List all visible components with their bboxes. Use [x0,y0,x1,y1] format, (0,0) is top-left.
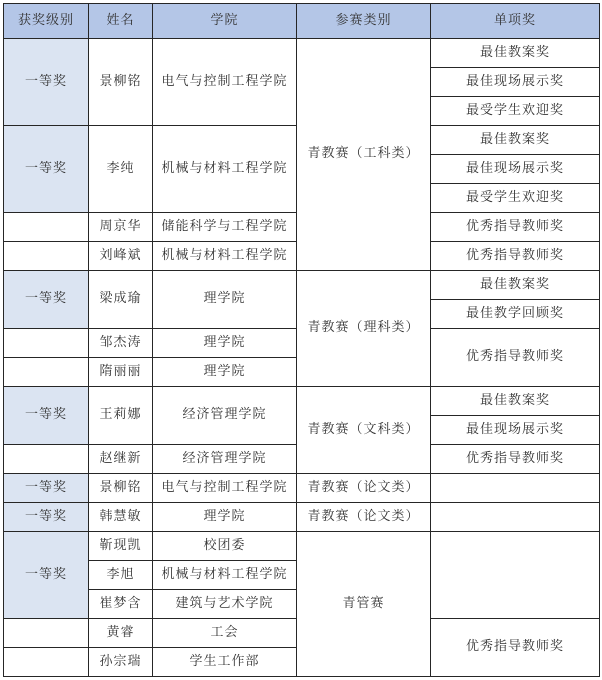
table-row [4,271,600,300]
individual-award-cell: 最受学生欢迎奖 [431,97,600,126]
college-cell: 理学院 [153,358,297,387]
name-cell: 景柳铭 [89,474,153,503]
column-header-college: 学院 [153,4,297,39]
name-cell: 景柳铭 [89,39,153,126]
award-level-cell [4,358,89,387]
college-cell: 机械与材料工程学院 [153,126,297,213]
individual-award-cell: 优秀指导教师奖 [431,445,600,474]
individual-award-cell: 最佳教案奖 [431,126,600,155]
college-cell: 机械与材料工程学院 [153,242,297,271]
name-cell: 王莉娜 [89,387,153,445]
college-cell: 电气与控制工程学院 [153,39,297,126]
college-cell: 学生工作部 [153,648,297,677]
individual-award-cell [431,474,600,503]
award-level-cell [4,242,89,271]
table-row [4,39,600,68]
college-cell: 建筑与艺术学院 [153,590,297,619]
name-cell: 李纯 [89,126,153,213]
name-cell: 孙宗瑞 [89,648,153,677]
name-cell: 李旭 [89,561,153,590]
table-row [4,532,600,561]
name-cell: 梁成瑜 [89,271,153,329]
award-level-cell: 一等奖 [4,271,89,329]
table-row [4,503,600,532]
individual-award-cell: 最佳现场展示奖 [431,68,600,97]
name-cell: 韩慧敏 [89,503,153,532]
college-cell: 经济管理学院 [153,445,297,474]
award-level-cell [4,648,89,677]
individual-award-cell: 最佳教案奖 [431,39,600,68]
individual-award-cell: 最佳现场展示奖 [431,155,600,184]
award-level-cell [4,445,89,474]
name-cell: 黄睿 [89,619,153,648]
name-cell: 邹杰涛 [89,329,153,358]
award-results-table [3,3,600,677]
award-level-cell: 一等奖 [4,39,89,126]
individual-award-cell: 最佳教案奖 [431,271,600,300]
name-cell: 靳现凯 [89,532,153,561]
award-level-cell: 一等奖 [4,474,89,503]
column-header-category: 参赛类别 [297,4,431,39]
college-cell: 工会 [153,619,297,648]
category-cell: 青管赛 [297,532,431,677]
award-level-cell: 一等奖 [4,387,89,445]
college-cell: 理学院 [153,503,297,532]
category-cell: 青教赛（理科类） [297,271,431,387]
college-cell: 理学院 [153,271,297,329]
individual-award-cell [431,532,600,619]
category-cell: 青教赛（论文类） [297,503,431,532]
name-cell: 刘峰斌 [89,242,153,271]
individual-award-cell: 优秀指导教师奖 [431,329,600,387]
category-cell: 青教赛（工科类） [297,39,431,271]
college-cell: 校团委 [153,532,297,561]
header-row [4,4,600,39]
award-level-cell [4,329,89,358]
college-cell: 电气与控制工程学院 [153,474,297,503]
individual-award-cell: 最佳现场展示奖 [431,416,600,445]
individual-award-cell: 优秀指导教师奖 [431,242,600,271]
table-row [4,474,600,503]
table-row [4,387,600,416]
column-header-name: 姓名 [89,4,153,39]
college-cell: 经济管理学院 [153,387,297,445]
name-cell: 隋丽丽 [89,358,153,387]
award-level-cell: 一等奖 [4,532,89,619]
award-level-cell: 一等奖 [4,126,89,213]
individual-award-cell: 最佳教案奖 [431,387,600,416]
individual-award-cell: 最佳教学回顾奖 [431,300,600,329]
individual-award-cell [431,503,600,532]
award-level-cell: 一等奖 [4,503,89,532]
individual-award-cell: 优秀指导教师奖 [431,619,600,677]
college-cell: 储能科学与工程学院 [153,213,297,242]
table-body [4,39,600,677]
name-cell: 赵继新 [89,445,153,474]
column-header-individual-award: 单项奖 [431,4,600,39]
name-cell: 周京华 [89,213,153,242]
column-header-award-level: 获奖级别 [4,4,89,39]
name-cell: 崔梦含 [89,590,153,619]
college-cell: 理学院 [153,329,297,358]
college-cell: 机械与材料工程学院 [153,561,297,590]
award-level-cell [4,213,89,242]
individual-award-cell: 最受学生欢迎奖 [431,184,600,213]
table-header [4,4,600,39]
category-cell: 青教赛（论文类） [297,474,431,503]
individual-award-cell: 优秀指导教师奖 [431,213,600,242]
award-level-cell [4,619,89,648]
category-cell: 青教赛（文科类） [297,387,431,474]
